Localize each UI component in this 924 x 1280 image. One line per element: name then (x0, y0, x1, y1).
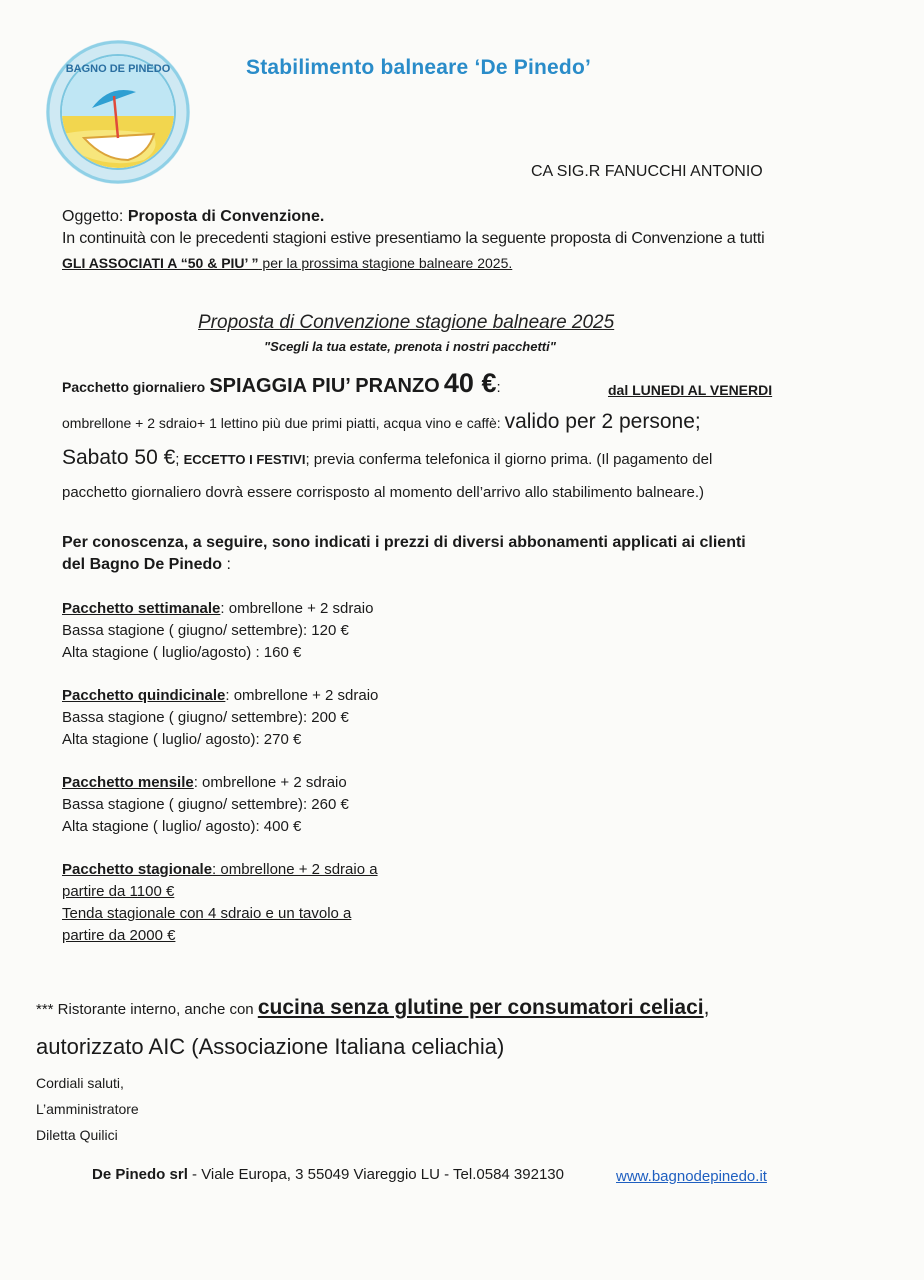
package-fortnight (62, 685, 378, 751)
info-line2-wrap (62, 556, 231, 574)
note-line1: ; previa conferma telefonica il giorno prima. (Il pagamento del (305, 451, 713, 468)
pkg-includes-line (62, 410, 701, 434)
pkg-days: dal LUNEDI AL VENERDI (608, 382, 773, 398)
package-high: Alta stagione ( luglio/ agosto): 400 € (62, 818, 302, 835)
package-desc: : ombrellone + 2 sdraio (225, 687, 379, 704)
info-line1: Per conoscenza, a seguire, sono indicati i prezzi di diversi abbonamenti applicati ai clienti (62, 534, 746, 551)
info-line2-suffix: : (222, 556, 231, 573)
daily-package-line (62, 368, 501, 399)
seasonal-line3: Tenda stagionale con 4 sdraio e un tavolo a (62, 905, 352, 922)
restaurant-highlight: cucina senza glutine per consumatori celiaci (257, 996, 704, 1019)
logo-text: BAGNO DE PINEDO (65, 63, 171, 75)
info-line2: del Bagno De Pinedo (62, 556, 223, 573)
restaurant-comma: , (703, 996, 710, 1019)
restaurant-line1 (36, 996, 709, 1020)
note-line2: pacchetto giornaliero dovrà essere corrisposto al momento dell’arrivo allo stabilimento balneare.) (62, 484, 704, 501)
proposal-title: Proposta di Convenzione stagione balneare 2025 (198, 312, 615, 333)
subject-line (62, 206, 324, 228)
saturday-price: Sabato 50 € (62, 446, 176, 469)
pkg-name: SPIAGGIA PIU’ PRANZO (209, 375, 440, 397)
package-weekly (62, 598, 373, 664)
associates-rest: per la prossima stagione balneare 2025. (258, 255, 513, 271)
footer-address: - Viale Europa, 3 55049 Viareggio LU - Tel.0584 392130 (187, 1166, 564, 1183)
footer (92, 1166, 564, 1183)
subject-line2 (62, 252, 512, 275)
package-name: Pacchetto settimanale (62, 600, 221, 617)
package-high: Alta stagione ( luglio/agosto) : 160 € (62, 644, 302, 661)
subject-line1: In continuità con le precedenti stagioni estive presentiamo la seguente proposta di Convenzione a tutti (62, 230, 765, 247)
pkg-valid: valido per 2 persone; (504, 410, 701, 433)
package-low: Bassa stagione ( giugno/ settembre): 120 € (62, 622, 349, 639)
subject-value: Proposta di Convenzione. (127, 208, 325, 225)
header-title: Stabilimento balneare ‘De Pinedo’ (246, 56, 592, 79)
closing-greeting: Cordiali saluti, (36, 1075, 124, 1091)
pkg-price-suffix: : (496, 379, 501, 396)
package-desc: : ombrellone + 2 sdraio a (212, 861, 378, 878)
pkg-price: 40 € (443, 368, 497, 398)
package-desc: : ombrellone + 2 sdraio (220, 600, 374, 617)
except-holidays: ECCETTO I FESTIVI (183, 452, 306, 467)
package-monthly (62, 772, 349, 838)
package-desc: : ombrellone + 2 sdraio (193, 774, 347, 791)
subject-label: Oggetto: (62, 208, 124, 225)
package-name: Pacchetto stagionale (62, 861, 213, 878)
recipient: CA SIG.R FANUCCHI ANTONIO (531, 163, 763, 180)
package-low: Bassa stagione ( giugno/ settembre): 200 € (62, 709, 349, 726)
saturday-line (62, 446, 712, 470)
saturday-sep: ; (175, 451, 180, 468)
package-name: Pacchetto quindicinale (62, 687, 226, 704)
restaurant-prefix: *** Ristorante interno, anche con (36, 1001, 258, 1018)
pkg-includes: ombrellone + 2 sdraio+ 1 lettino più due primi piatti, acqua vino e caffè: (62, 415, 501, 431)
package-low: Bassa stagione ( giugno/ settembre): 260 € (62, 796, 349, 813)
closing (36, 1070, 139, 1148)
closing-name: Diletta Quilici (36, 1127, 118, 1143)
closing-role: L’amministratore (36, 1101, 139, 1117)
seasonal-line2: partire da 1100 € (62, 883, 175, 900)
package-seasonal (62, 859, 378, 947)
website-link[interactable]: www.bagnodepinedo.it (616, 1168, 767, 1185)
package-name: Pacchetto mensile (62, 774, 194, 791)
restaurant-line2: autorizzato AIC (Associazione Italiana celiachia) (36, 1034, 505, 1059)
pkg-label: Pacchetto giornaliero (62, 379, 206, 395)
proposal-subtitle: "Scegli la tua estate, prenota i nostri pacchetti" (264, 339, 556, 354)
associates-label: GLI ASSOCIATI A “50 & PIU’ ” (62, 255, 259, 271)
seasonal-line4: partire da 2000 € (62, 927, 176, 944)
footer-company: De Pinedo srl (92, 1166, 188, 1183)
package-high: Alta stagione ( luglio/ agosto): 270 € (62, 731, 302, 748)
beach-umbrella-logo (44, 38, 192, 186)
